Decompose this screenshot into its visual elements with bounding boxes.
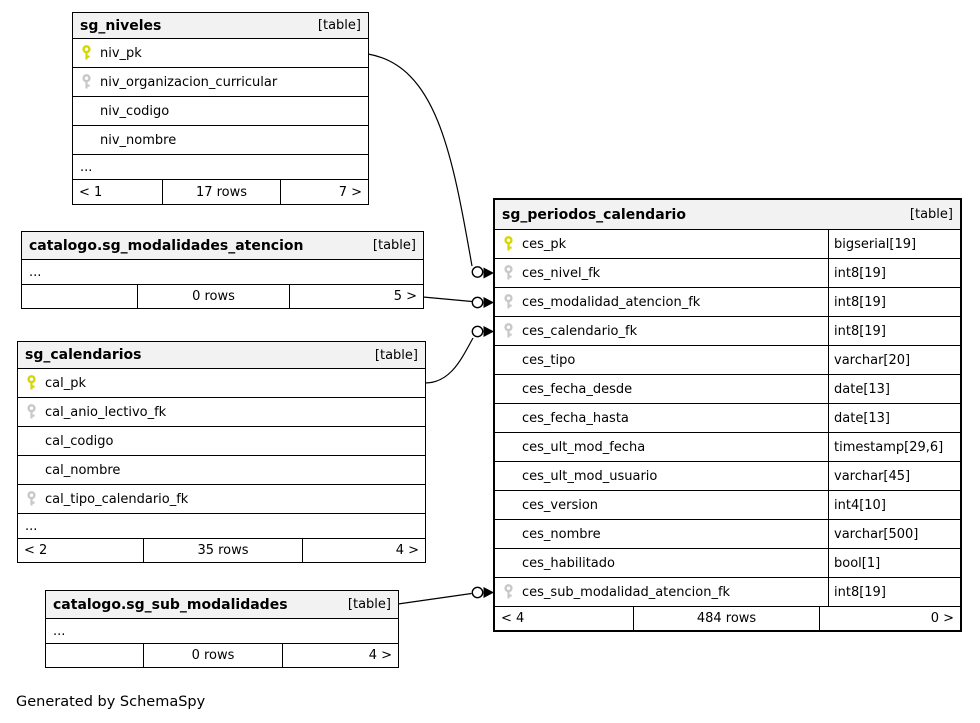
more-columns-ellipsis: ... bbox=[22, 260, 423, 285]
column-name: cal_nombre bbox=[45, 462, 121, 478]
relationship-sub-modalidades-to-periodos bbox=[398, 587, 494, 604]
table-title: catalogo.sg_modalidades_atencion bbox=[29, 237, 304, 254]
table-sg-niveles[interactable] bbox=[72, 12, 369, 205]
key-spacer bbox=[24, 456, 38, 484]
column-row-cal-nombre bbox=[18, 456, 425, 485]
table-footer bbox=[22, 285, 423, 308]
pager-next: 4 > bbox=[395, 543, 419, 558]
column-row-ces-modalidad-atencion-fk bbox=[495, 288, 960, 317]
column-name: ces_pk bbox=[522, 236, 567, 252]
table-badge: [table] bbox=[372, 238, 416, 253]
table-sg-periodos-calendario[interactable] bbox=[493, 198, 962, 632]
foreign-key-icon bbox=[501, 259, 515, 287]
foreign-key-icon bbox=[501, 317, 515, 345]
foreign-key-icon bbox=[501, 578, 515, 606]
column-type: date[13] bbox=[828, 375, 960, 403]
table-badge: [table] bbox=[347, 597, 391, 612]
primary-key-icon bbox=[24, 369, 38, 397]
key-spacer bbox=[501, 462, 515, 490]
pager-prev: < 2 bbox=[18, 539, 144, 562]
column-type: int4[10] bbox=[828, 491, 960, 519]
pager-prev: < 4 bbox=[495, 607, 634, 630]
row-count: 17 rows bbox=[163, 180, 281, 204]
column-name: cal_pk bbox=[45, 375, 87, 391]
row-count: 484 rows bbox=[634, 607, 820, 630]
pager-next: 0 > bbox=[930, 611, 954, 626]
table-title: sg_calendarios bbox=[25, 347, 142, 363]
table-header bbox=[73, 13, 368, 39]
row-count: 0 rows bbox=[138, 285, 290, 308]
table-catalogo-sg-modalidades-atencion[interactable] bbox=[21, 231, 424, 309]
foreign-key-icon bbox=[24, 485, 38, 513]
column-name: ces_fecha_hasta bbox=[522, 410, 629, 426]
column-name: ces_modalidad_atencion_fk bbox=[522, 294, 701, 310]
column-type: int8[19] bbox=[828, 259, 960, 287]
key-spacer bbox=[501, 433, 515, 461]
column-row-ces-version bbox=[495, 491, 960, 520]
table-catalogo-sg-sub-modalidades[interactable] bbox=[45, 590, 399, 668]
foreign-key-icon bbox=[79, 68, 93, 96]
column-name: ces_nombre bbox=[522, 526, 601, 542]
pager-next: 7 > bbox=[338, 184, 362, 200]
column-name: cal_tipo_calendario_fk bbox=[45, 491, 189, 507]
table-title: sg_niveles bbox=[80, 17, 162, 34]
column-name: ces_nivel_fk bbox=[522, 265, 601, 281]
column-name: ces_tipo bbox=[522, 352, 576, 368]
key-spacer bbox=[501, 346, 515, 374]
more-columns-ellipsis: ... bbox=[18, 514, 425, 539]
row-count: 35 rows bbox=[144, 539, 303, 562]
row-count: 0 rows bbox=[144, 644, 283, 667]
column-row-ces-ult-mod-fecha bbox=[495, 433, 960, 462]
column-row-ces-calendario-fk bbox=[495, 317, 960, 346]
table-header bbox=[46, 591, 398, 619]
table-header bbox=[22, 232, 423, 260]
table-title: catalogo.sg_sub_modalidades bbox=[53, 596, 288, 613]
table-header bbox=[18, 342, 425, 369]
column-row-niv-pk bbox=[73, 39, 368, 68]
pager-prev bbox=[22, 285, 138, 308]
column-name: cal_codigo bbox=[45, 433, 114, 449]
key-spacer bbox=[501, 491, 515, 519]
table-badge: [table] bbox=[909, 207, 953, 222]
key-spacer bbox=[79, 97, 93, 125]
column-type: timestamp[29,6] bbox=[828, 433, 960, 461]
table-footer bbox=[18, 539, 425, 562]
pager-next: 5 > bbox=[393, 289, 417, 304]
generated-by-note: Generated by SchemaSpy bbox=[16, 694, 206, 710]
column-type: varchar[45] bbox=[828, 462, 960, 490]
column-type: bool[1] bbox=[828, 549, 960, 577]
column-row-cal-tipo-calendario-fk bbox=[18, 485, 425, 514]
column-row-ces-pk bbox=[495, 230, 960, 259]
column-row-ces-tipo bbox=[495, 346, 960, 375]
column-row-ces-ult-mod-usuario bbox=[495, 462, 960, 491]
column-name: ces_fecha_desde bbox=[522, 381, 633, 397]
table-badge: [table] bbox=[317, 18, 361, 33]
column-row-ces-sub-modalidad-atencion-fk bbox=[495, 578, 960, 607]
column-row-niv-organizacion-curricular bbox=[73, 68, 368, 97]
table-header bbox=[495, 200, 960, 230]
key-spacer bbox=[501, 520, 515, 548]
column-name: cal_anio_lectivo_fk bbox=[45, 404, 167, 420]
key-spacer bbox=[501, 404, 515, 432]
relationship-calendarios-to-periodos bbox=[425, 326, 494, 383]
table-footer bbox=[73, 180, 368, 204]
column-name: ces_sub_modalidad_atencion_fk bbox=[522, 584, 731, 600]
column-name: niv_organizacion_curricular bbox=[100, 74, 278, 90]
column-row-ces-nivel-fk bbox=[495, 259, 960, 288]
column-type: int8[19] bbox=[828, 578, 960, 606]
table-footer bbox=[495, 607, 960, 630]
column-type: varchar[20] bbox=[828, 346, 960, 374]
pager-next: 4 > bbox=[368, 648, 392, 663]
column-row-cal-codigo bbox=[18, 427, 425, 456]
column-name: niv_codigo bbox=[100, 103, 170, 119]
foreign-key-icon bbox=[501, 288, 515, 316]
pager-prev: < 1 bbox=[73, 180, 163, 204]
column-type: date[13] bbox=[828, 404, 960, 432]
column-row-ces-fecha-hasta bbox=[495, 404, 960, 433]
table-sg-calendarios[interactable] bbox=[17, 341, 426, 563]
primary-key-icon bbox=[501, 230, 515, 258]
column-name: niv_pk bbox=[100, 45, 142, 61]
column-row-ces-nombre bbox=[495, 520, 960, 549]
column-row-cal-pk bbox=[18, 369, 425, 398]
column-name: niv_nombre bbox=[100, 132, 177, 148]
table-title: sg_periodos_calendario bbox=[502, 206, 686, 223]
more-columns-ellipsis: ... bbox=[46, 619, 398, 644]
key-spacer bbox=[24, 427, 38, 455]
column-type: int8[19] bbox=[828, 288, 960, 316]
key-spacer bbox=[79, 126, 93, 154]
column-name: ces_ult_mod_fecha bbox=[522, 439, 646, 455]
key-spacer bbox=[501, 549, 515, 577]
column-row-ces-fecha-desde bbox=[495, 375, 960, 404]
column-name: ces_ult_mod_usuario bbox=[522, 468, 658, 484]
column-name: ces_version bbox=[522, 497, 599, 513]
column-type: bigserial[19] bbox=[828, 230, 960, 258]
relationship-modalidades-to-periodos bbox=[423, 297, 494, 308]
column-row-niv-nombre bbox=[73, 126, 368, 155]
table-badge: [table] bbox=[374, 347, 418, 363]
column-row-ces-habilitado bbox=[495, 549, 960, 578]
primary-key-icon bbox=[79, 39, 93, 67]
key-spacer bbox=[501, 375, 515, 403]
pager-prev bbox=[46, 644, 144, 667]
column-type: int8[19] bbox=[828, 317, 960, 345]
column-name: ces_habilitado bbox=[522, 555, 615, 571]
column-row-niv-codigo bbox=[73, 97, 368, 126]
table-footer bbox=[46, 644, 398, 667]
column-name: ces_calendario_fk bbox=[522, 323, 638, 339]
column-row-cal-anio-lectivo-fk bbox=[18, 398, 425, 427]
foreign-key-icon bbox=[24, 398, 38, 426]
more-columns-ellipsis: ... bbox=[73, 155, 368, 180]
column-type: varchar[500] bbox=[828, 520, 960, 548]
